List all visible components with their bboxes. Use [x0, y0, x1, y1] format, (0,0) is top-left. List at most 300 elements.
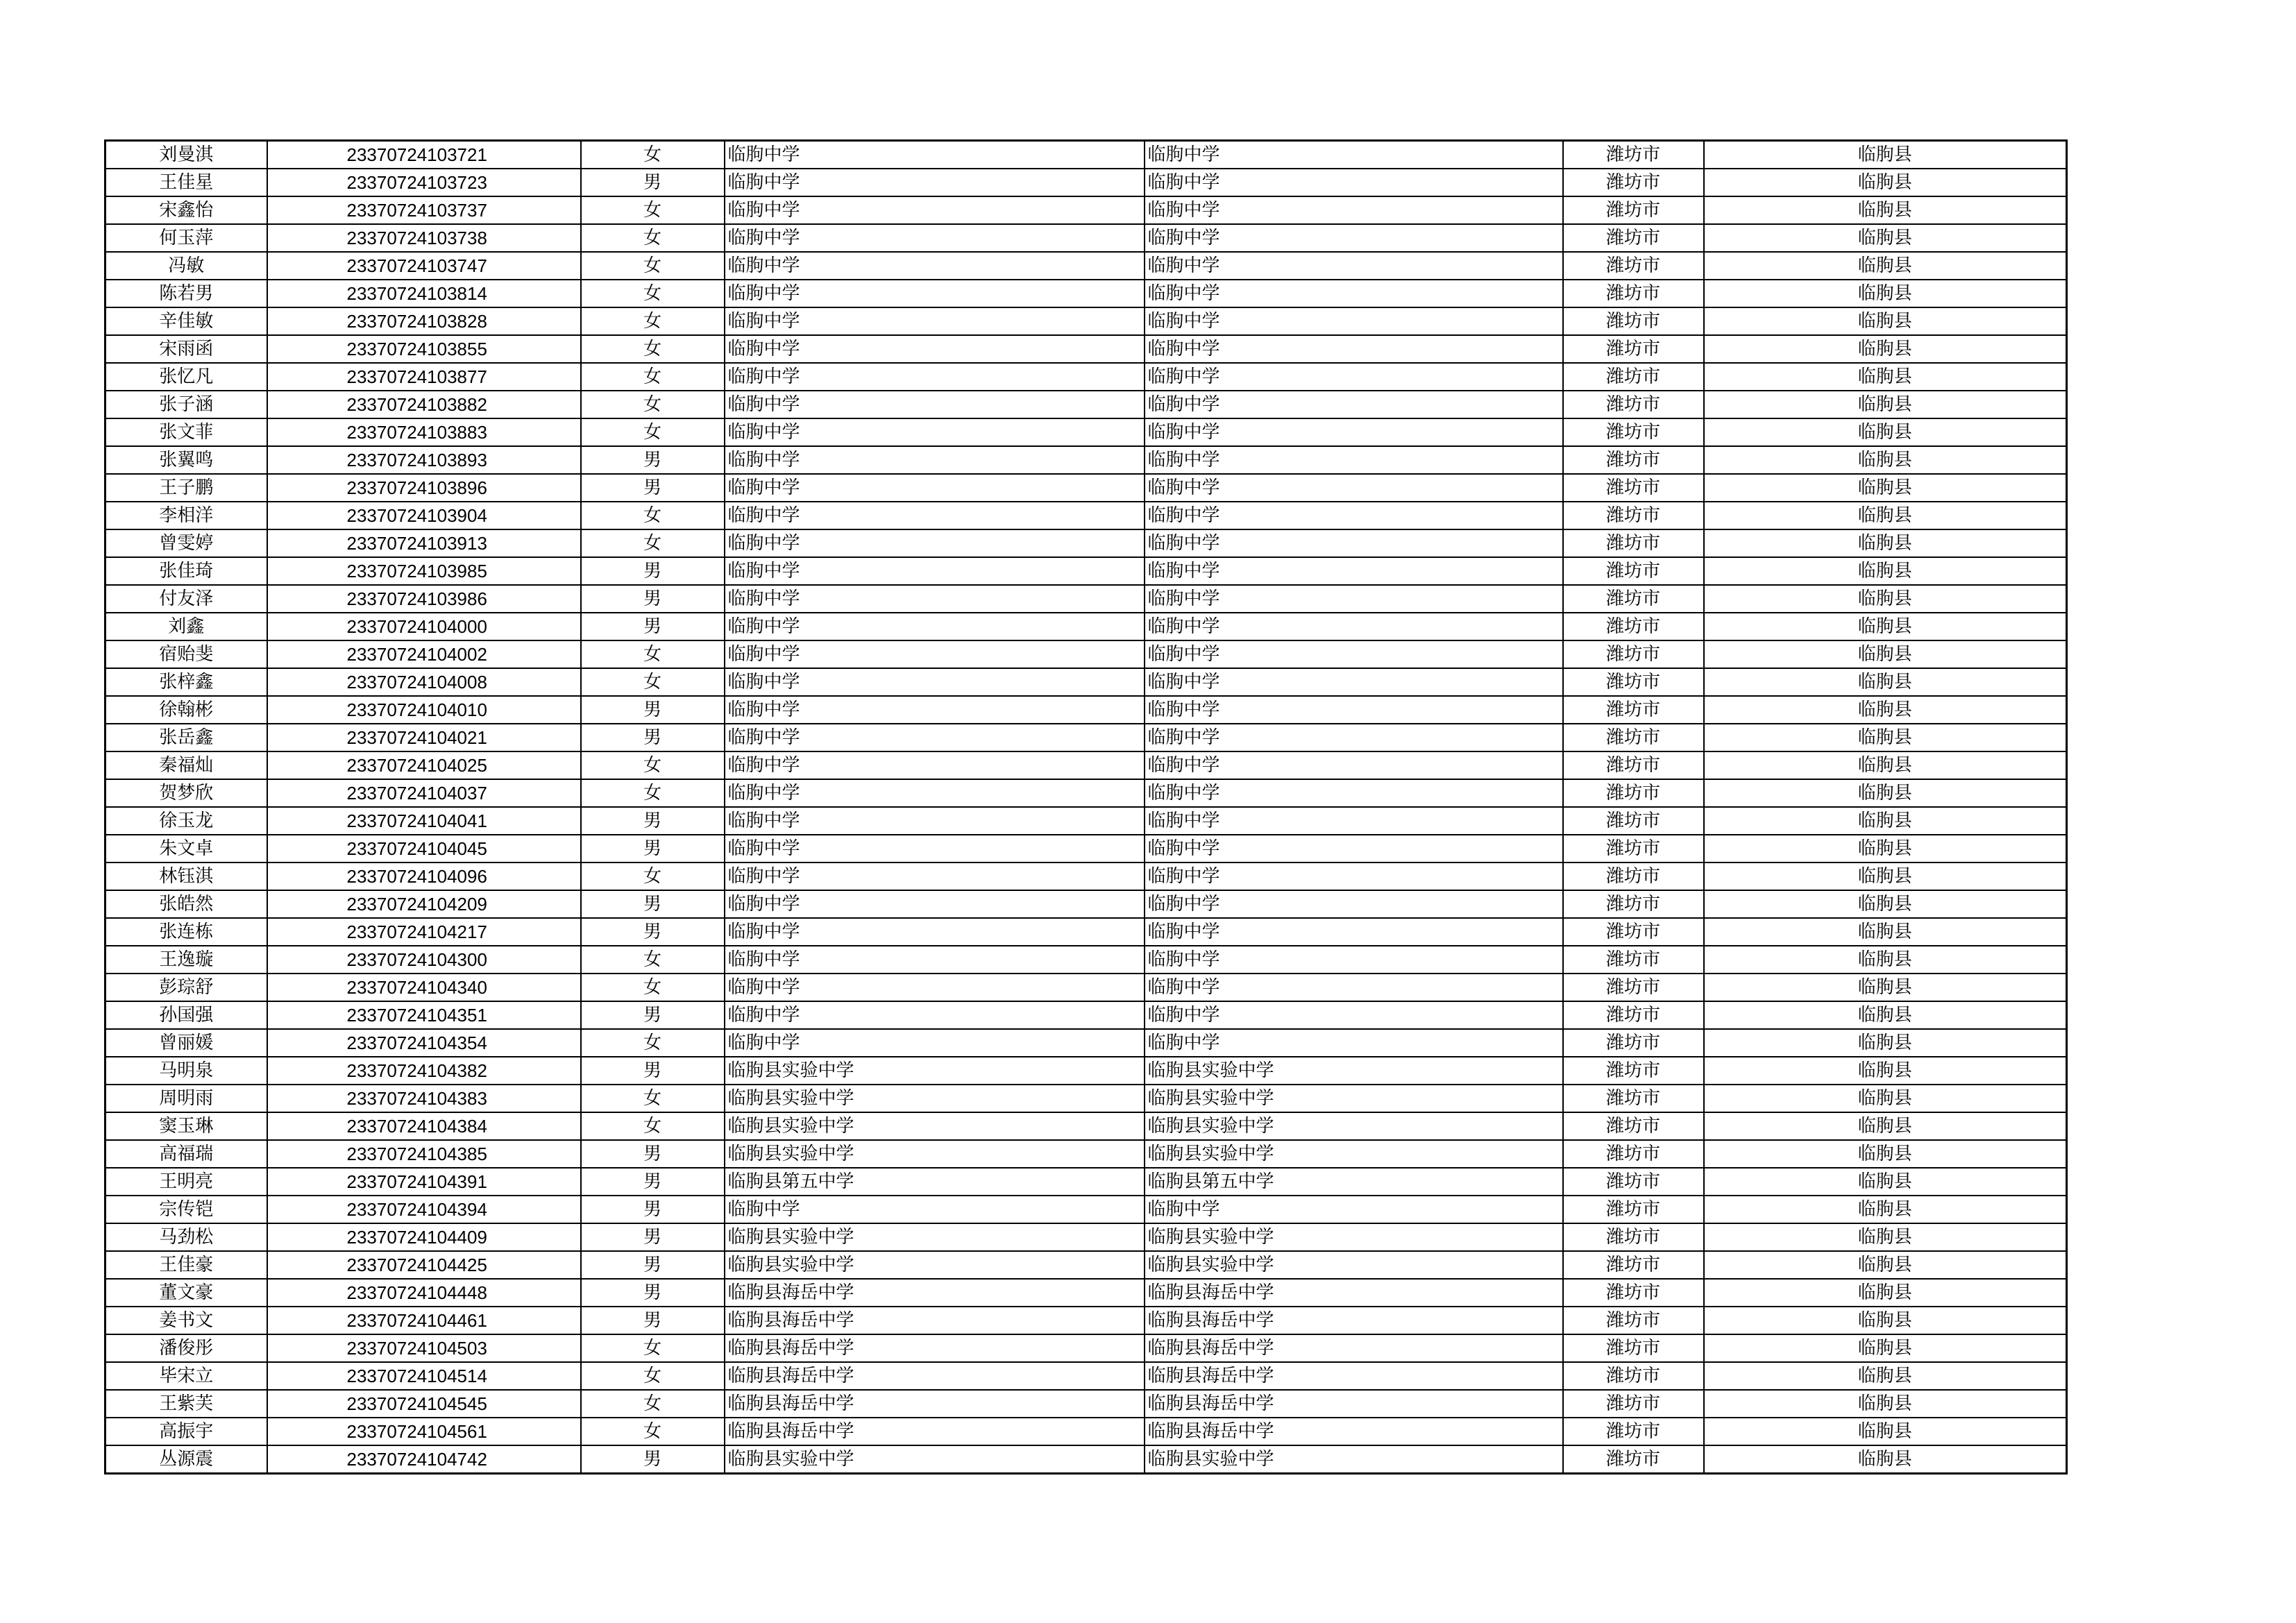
- exam-id-cell: 23370724104041: [267, 807, 581, 835]
- student-name-cell: 陈若男: [105, 280, 267, 307]
- table-row: [105, 779, 2067, 807]
- gender-cell: 女: [581, 196, 725, 224]
- table-row: [105, 196, 2067, 224]
- table-row: [105, 724, 2067, 751]
- student-name-cell: 张佳琦: [105, 557, 267, 585]
- student-name-cell: 徐玉龙: [105, 807, 267, 835]
- school-cell: 临朐中学: [725, 1029, 1145, 1057]
- county-cell: 临朐县: [1704, 1307, 2067, 1334]
- school-cell: 临朐中学: [725, 585, 1145, 613]
- school-cell: 临朐县海岳中学: [725, 1362, 1145, 1390]
- city-cell: 潍坊市: [1563, 1140, 1704, 1168]
- city-cell: 潍坊市: [1563, 974, 1704, 1001]
- city-cell: 潍坊市: [1563, 335, 1704, 363]
- table-row: [105, 1279, 2067, 1307]
- school-cell: 临朐中学: [725, 502, 1145, 529]
- city-cell: 潍坊市: [1563, 307, 1704, 335]
- school-cell: 临朐中学: [725, 363, 1145, 391]
- school-cell: 临朐中学: [725, 668, 1145, 696]
- student-name-cell: 张忆凡: [105, 363, 267, 391]
- student-name-cell: 张连栋: [105, 918, 267, 946]
- school-cell: 临朐中学: [725, 252, 1145, 280]
- gender-cell: 男: [581, 1307, 725, 1334]
- student-name-cell: 付友泽: [105, 585, 267, 613]
- exam-id-cell: 23370724104021: [267, 724, 581, 751]
- exam-id-cell: 23370724103828: [267, 307, 581, 335]
- city-cell: 潍坊市: [1563, 613, 1704, 640]
- county-cell: 临朐县: [1704, 1112, 2067, 1140]
- city-cell: 潍坊市: [1563, 1279, 1704, 1307]
- city-cell: 潍坊市: [1563, 418, 1704, 446]
- school-cell: 临朐中学: [725, 557, 1145, 585]
- county-cell: 临朐县: [1704, 335, 2067, 363]
- gender-cell: 女: [581, 1418, 725, 1445]
- city-cell: 潍坊市: [1563, 363, 1704, 391]
- exam-id-cell: 23370724103723: [267, 169, 581, 196]
- enrollment-school-cell: 临朐县实验中学: [1145, 1223, 1563, 1251]
- school-cell: 临朐中学: [725, 169, 1145, 196]
- table-row: [105, 363, 2067, 391]
- exam-id-cell: 23370724104394: [267, 1196, 581, 1223]
- student-name-cell: 冯敏: [105, 252, 267, 280]
- gender-cell: 男: [581, 169, 725, 196]
- student-name-cell: 张梓鑫: [105, 668, 267, 696]
- school-cell: 临朐中学: [725, 224, 1145, 252]
- enrollment-school-cell: 临朐中学: [1145, 307, 1563, 335]
- school-cell: 临朐中学: [725, 946, 1145, 974]
- school-cell: 临朐中学: [725, 529, 1145, 557]
- student-name-cell: 孙国强: [105, 1001, 267, 1029]
- city-cell: 潍坊市: [1563, 1418, 1704, 1445]
- school-cell: 临朐中学: [725, 446, 1145, 474]
- county-cell: 临朐县: [1704, 751, 2067, 779]
- exam-id-cell: 23370724104096: [267, 863, 581, 890]
- student-name-cell: 宿贻斐: [105, 640, 267, 668]
- enrollment-school-cell: 临朐中学: [1145, 835, 1563, 863]
- table-row: [105, 1001, 2067, 1029]
- city-cell: 潍坊市: [1563, 1334, 1704, 1362]
- county-cell: 临朐县: [1704, 418, 2067, 446]
- exam-id-cell: 23370724104391: [267, 1168, 581, 1196]
- table-row: [105, 835, 2067, 863]
- city-cell: 潍坊市: [1563, 1001, 1704, 1029]
- student-name-cell: 林钰淇: [105, 863, 267, 890]
- enrollment-school-cell: 临朐中学: [1145, 613, 1563, 640]
- exam-id-cell: 23370724104351: [267, 1001, 581, 1029]
- table-row: [105, 169, 2067, 196]
- exam-id-cell: 23370724104010: [267, 696, 581, 724]
- city-cell: 潍坊市: [1563, 1390, 1704, 1418]
- student-name-cell: 周明雨: [105, 1085, 267, 1112]
- table-row: [105, 1390, 2067, 1418]
- school-cell: 临朐中学: [725, 863, 1145, 890]
- student-name-cell: 张文菲: [105, 418, 267, 446]
- county-cell: 临朐县: [1704, 807, 2067, 835]
- city-cell: 潍坊市: [1563, 668, 1704, 696]
- student-name-cell: 辛佳敏: [105, 307, 267, 335]
- table-row: [105, 890, 2067, 918]
- county-cell: 临朐县: [1704, 668, 2067, 696]
- gender-cell: 男: [581, 1279, 725, 1307]
- student-name-cell: 王逸璇: [105, 946, 267, 974]
- table-row: [105, 1029, 2067, 1057]
- gender-cell: 女: [581, 335, 725, 363]
- county-cell: 临朐县: [1704, 585, 2067, 613]
- student-name-cell: 张岳鑫: [105, 724, 267, 751]
- city-cell: 潍坊市: [1563, 391, 1704, 418]
- exam-id-cell: 23370724104448: [267, 1279, 581, 1307]
- enrollment-school-cell: 临朐中学: [1145, 418, 1563, 446]
- enrollment-school-cell: 临朐中学: [1145, 502, 1563, 529]
- county-cell: 临朐县: [1704, 918, 2067, 946]
- enrollment-school-cell: 临朐中学: [1145, 196, 1563, 224]
- enrollment-school-cell: 临朐中学: [1145, 807, 1563, 835]
- county-cell: 临朐县: [1704, 446, 2067, 474]
- enrollment-school-cell: 临朐中学: [1145, 696, 1563, 724]
- city-cell: 潍坊市: [1563, 1057, 1704, 1085]
- gender-cell: 女: [581, 974, 725, 1001]
- table-row: [105, 1168, 2067, 1196]
- student-name-cell: 宗传铠: [105, 1196, 267, 1223]
- exam-id-cell: 23370724103913: [267, 529, 581, 557]
- exam-id-cell: 23370724104217: [267, 918, 581, 946]
- exam-id-cell: 23370724104037: [267, 779, 581, 807]
- school-cell: 临朐县海岳中学: [725, 1390, 1145, 1418]
- county-cell: 临朐县: [1704, 1196, 2067, 1223]
- exam-id-cell: 23370724104354: [267, 1029, 581, 1057]
- gender-cell: 女: [581, 363, 725, 391]
- student-name-cell: 宋雨函: [105, 335, 267, 363]
- table-row: [105, 1362, 2067, 1390]
- exam-id-cell: 23370724103986: [267, 585, 581, 613]
- city-cell: 潍坊市: [1563, 890, 1704, 918]
- student-name-cell: 张皓然: [105, 890, 267, 918]
- table-row: [105, 1196, 2067, 1223]
- exam-id-cell: 23370724103747: [267, 252, 581, 280]
- table-row: [105, 1085, 2067, 1112]
- table-row: [105, 696, 2067, 724]
- city-cell: 潍坊市: [1563, 1112, 1704, 1140]
- city-cell: 潍坊市: [1563, 1307, 1704, 1334]
- city-cell: 潍坊市: [1563, 779, 1704, 807]
- gender-cell: 男: [581, 474, 725, 502]
- table-row: [105, 751, 2067, 779]
- enrollment-school-cell: 临朐中学: [1145, 668, 1563, 696]
- city-cell: 潍坊市: [1563, 196, 1704, 224]
- school-cell: 临朐县实验中学: [725, 1445, 1145, 1474]
- gender-cell: 女: [581, 1334, 725, 1362]
- exam-id-cell: 23370724104514: [267, 1362, 581, 1390]
- school-cell: 临朐中学: [725, 474, 1145, 502]
- school-cell: 临朐县海岳中学: [725, 1307, 1145, 1334]
- school-cell: 临朐县海岳中学: [725, 1334, 1145, 1362]
- gender-cell: 女: [581, 252, 725, 280]
- student-name-cell: 贺梦欣: [105, 779, 267, 807]
- enrollment-school-cell: 临朐中学: [1145, 974, 1563, 1001]
- table-row: [105, 418, 2067, 446]
- table-row: [105, 474, 2067, 502]
- county-cell: 临朐县: [1704, 224, 2067, 252]
- county-cell: 临朐县: [1704, 1140, 2067, 1168]
- city-cell: 潍坊市: [1563, 918, 1704, 946]
- exam-id-cell: 23370724104000: [267, 613, 581, 640]
- county-cell: 临朐县: [1704, 613, 2067, 640]
- county-cell: 临朐县: [1704, 391, 2067, 418]
- student-name-cell: 秦福灿: [105, 751, 267, 779]
- exam-id-cell: 23370724103814: [267, 280, 581, 307]
- table-row: [105, 252, 2067, 280]
- student-name-cell: 李相洋: [105, 502, 267, 529]
- table-row: [105, 585, 2067, 613]
- table-row: [105, 946, 2067, 974]
- gender-cell: 男: [581, 696, 725, 724]
- exam-id-cell: 23370724104383: [267, 1085, 581, 1112]
- enrollment-school-cell: 临朐县实验中学: [1145, 1057, 1563, 1085]
- exam-id-cell: 23370724104340: [267, 974, 581, 1001]
- county-cell: 临朐县: [1704, 529, 2067, 557]
- city-cell: 潍坊市: [1563, 751, 1704, 779]
- table-row: [105, 1307, 2067, 1334]
- table-row: [105, 141, 2067, 169]
- enrollment-school-cell: 临朐中学: [1145, 918, 1563, 946]
- county-cell: 临朐县: [1704, 1223, 2067, 1251]
- table-row: [105, 974, 2067, 1001]
- exam-id-cell: 23370724103737: [267, 196, 581, 224]
- city-cell: 潍坊市: [1563, 1445, 1704, 1474]
- table-row: [105, 502, 2067, 529]
- exam-id-cell: 23370724104025: [267, 751, 581, 779]
- exam-id-cell: 23370724104209: [267, 890, 581, 918]
- city-cell: 潍坊市: [1563, 557, 1704, 585]
- enrollment-school-cell: 临朐县海岳中学: [1145, 1362, 1563, 1390]
- enrollment-school-cell: 临朐县海岳中学: [1145, 1390, 1563, 1418]
- enrollment-school-cell: 临朐中学: [1145, 335, 1563, 363]
- exam-id-cell: 23370724104008: [267, 668, 581, 696]
- enrollment-school-cell: 临朐中学: [1145, 280, 1563, 307]
- table-row: [105, 529, 2067, 557]
- city-cell: 潍坊市: [1563, 807, 1704, 835]
- school-cell: 临朐县实验中学: [725, 1251, 1145, 1279]
- enrollment-school-cell: 临朐中学: [1145, 863, 1563, 890]
- school-cell: 临朐中学: [725, 835, 1145, 863]
- gender-cell: 女: [581, 1390, 725, 1418]
- city-cell: 潍坊市: [1563, 640, 1704, 668]
- city-cell: 潍坊市: [1563, 835, 1704, 863]
- county-cell: 临朐县: [1704, 1445, 2067, 1474]
- table-row: [105, 1140, 2067, 1168]
- gender-cell: 男: [581, 1223, 725, 1251]
- city-cell: 潍坊市: [1563, 169, 1704, 196]
- student-name-cell: 王子鹏: [105, 474, 267, 502]
- gender-cell: 女: [581, 1085, 725, 1112]
- table-row: [105, 307, 2067, 335]
- gender-cell: 男: [581, 446, 725, 474]
- student-name-cell: 王紫芙: [105, 1390, 267, 1418]
- gender-cell: 男: [581, 1001, 725, 1029]
- enrollment-school-cell: 临朐中学: [1145, 779, 1563, 807]
- school-cell: 临朐县实验中学: [725, 1085, 1145, 1112]
- gender-cell: 女: [581, 224, 725, 252]
- exam-id-cell: 23370724103985: [267, 557, 581, 585]
- gender-cell: 男: [581, 835, 725, 863]
- gender-cell: 男: [581, 1140, 725, 1168]
- school-cell: 临朐中学: [725, 974, 1145, 1001]
- county-cell: 临朐县: [1704, 1057, 2067, 1085]
- exam-id-cell: 23370724104461: [267, 1307, 581, 1334]
- school-cell: 临朐中学: [725, 807, 1145, 835]
- gender-cell: 女: [581, 502, 725, 529]
- table-row: [105, 280, 2067, 307]
- enrollment-school-cell: 临朐县实验中学: [1145, 1251, 1563, 1279]
- gender-cell: 女: [581, 141, 725, 169]
- student-name-cell: 刘鑫: [105, 613, 267, 640]
- gender-cell: 男: [581, 807, 725, 835]
- student-name-cell: 王明亮: [105, 1168, 267, 1196]
- school-cell: 临朐中学: [725, 724, 1145, 751]
- student-name-cell: 王佳星: [105, 169, 267, 196]
- city-cell: 潍坊市: [1563, 724, 1704, 751]
- school-cell: 临朐中学: [725, 890, 1145, 918]
- exam-id-cell: 23370724104385: [267, 1140, 581, 1168]
- county-cell: 临朐县: [1704, 779, 2067, 807]
- enrollment-school-cell: 临朐中学: [1145, 1029, 1563, 1057]
- enrollment-school-cell: 临朐中学: [1145, 446, 1563, 474]
- gender-cell: 男: [581, 890, 725, 918]
- enrollment-school-cell: 临朐中学: [1145, 474, 1563, 502]
- county-cell: 临朐县: [1704, 141, 2067, 169]
- city-cell: 潍坊市: [1563, 1196, 1704, 1223]
- county-cell: 临朐县: [1704, 946, 2067, 974]
- county-cell: 临朐县: [1704, 1279, 2067, 1307]
- exam-id-cell: 23370724103877: [267, 363, 581, 391]
- county-cell: 临朐县: [1704, 363, 2067, 391]
- enrollment-school-cell: 临朐中学: [1145, 252, 1563, 280]
- enrollment-school-cell: 临朐中学: [1145, 585, 1563, 613]
- enrollment-school-cell: 临朐中学: [1145, 141, 1563, 169]
- enrollment-school-cell: 临朐县实验中学: [1145, 1085, 1563, 1112]
- gender-cell: 男: [581, 1251, 725, 1279]
- county-cell: 临朐县: [1704, 1029, 2067, 1057]
- enrollment-school-cell: 临朐中学: [1145, 557, 1563, 585]
- student-name-cell: 何玉萍: [105, 224, 267, 252]
- exam-id-cell: 23370724104545: [267, 1390, 581, 1418]
- table-row: [105, 863, 2067, 890]
- student-name-cell: 毕宋立: [105, 1362, 267, 1390]
- city-cell: 潍坊市: [1563, 141, 1704, 169]
- city-cell: 潍坊市: [1563, 502, 1704, 529]
- exam-id-cell: 23370724103738: [267, 224, 581, 252]
- exam-id-cell: 23370724104503: [267, 1334, 581, 1362]
- enrollment-school-cell: 临朐中学: [1145, 751, 1563, 779]
- county-cell: 临朐县: [1704, 474, 2067, 502]
- table-row: [105, 1112, 2067, 1140]
- city-cell: 潍坊市: [1563, 1085, 1704, 1112]
- city-cell: 潍坊市: [1563, 863, 1704, 890]
- table-body: [105, 141, 2067, 1474]
- student-name-cell: 高振宇: [105, 1418, 267, 1445]
- city-cell: 潍坊市: [1563, 446, 1704, 474]
- student-name-cell: 姜书文: [105, 1307, 267, 1334]
- table-row: [105, 1057, 2067, 1085]
- table-row: [105, 1334, 2067, 1362]
- county-cell: 临朐县: [1704, 696, 2067, 724]
- student-name-cell: 潘俊彤: [105, 1334, 267, 1362]
- gender-cell: 男: [581, 1445, 725, 1474]
- exam-id-cell: 23370724103893: [267, 446, 581, 474]
- enrollment-school-cell: 临朐县海岳中学: [1145, 1307, 1563, 1334]
- student-name-cell: 宋鑫怡: [105, 196, 267, 224]
- exam-id-cell: 23370724103855: [267, 335, 581, 363]
- exam-id-cell: 23370724104382: [267, 1057, 581, 1085]
- table-row: [105, 918, 2067, 946]
- gender-cell: 女: [581, 863, 725, 890]
- county-cell: 临朐县: [1704, 1362, 2067, 1390]
- city-cell: 潍坊市: [1563, 946, 1704, 974]
- exam-id-cell: 23370724104425: [267, 1251, 581, 1279]
- gender-cell: 女: [581, 1362, 725, 1390]
- table-row: [105, 1418, 2067, 1445]
- city-cell: 潍坊市: [1563, 1251, 1704, 1279]
- school-cell: 临朐县实验中学: [725, 1057, 1145, 1085]
- enrollment-school-cell: 临朐县实验中学: [1145, 1140, 1563, 1168]
- exam-id-cell: 23370724103896: [267, 474, 581, 502]
- gender-cell: 男: [581, 1168, 725, 1196]
- enrollment-school-cell: 临朐中学: [1145, 724, 1563, 751]
- gender-cell: 女: [581, 529, 725, 557]
- exam-id-cell: 23370724104742: [267, 1445, 581, 1474]
- city-cell: 潍坊市: [1563, 252, 1704, 280]
- county-cell: 临朐县: [1704, 169, 2067, 196]
- school-cell: 临朐中学: [725, 1001, 1145, 1029]
- student-name-cell: 丛源震: [105, 1445, 267, 1474]
- city-cell: 潍坊市: [1563, 585, 1704, 613]
- table-row: [105, 1223, 2067, 1251]
- enrollment-school-cell: 临朐县实验中学: [1145, 1112, 1563, 1140]
- exam-id-cell: 23370724103882: [267, 391, 581, 418]
- school-cell: 临朐中学: [725, 141, 1145, 169]
- gender-cell: 男: [581, 1196, 725, 1223]
- enrollment-school-cell: 临朐中学: [1145, 391, 1563, 418]
- enrollment-school-cell: 临朐县海岳中学: [1145, 1334, 1563, 1362]
- gender-cell: 男: [581, 724, 725, 751]
- school-cell: 临朐县实验中学: [725, 1112, 1145, 1140]
- city-cell: 潍坊市: [1563, 1223, 1704, 1251]
- student-name-cell: 徐翰彬: [105, 696, 267, 724]
- city-cell: 潍坊市: [1563, 1029, 1704, 1057]
- school-cell: 临朐中学: [725, 1196, 1145, 1223]
- table-row: [105, 391, 2067, 418]
- school-cell: 临朐县海岳中学: [725, 1418, 1145, 1445]
- county-cell: 临朐县: [1704, 640, 2067, 668]
- school-cell: 临朐县海岳中学: [725, 1279, 1145, 1307]
- school-cell: 临朐中学: [725, 640, 1145, 668]
- gender-cell: 女: [581, 280, 725, 307]
- county-cell: 临朐县: [1704, 863, 2067, 890]
- county-cell: 临朐县: [1704, 196, 2067, 224]
- city-cell: 潍坊市: [1563, 696, 1704, 724]
- school-cell: 临朐中学: [725, 696, 1145, 724]
- gender-cell: 男: [581, 918, 725, 946]
- school-cell: 临朐县实验中学: [725, 1223, 1145, 1251]
- table-row: [105, 640, 2067, 668]
- table-row: [105, 1445, 2067, 1474]
- exam-id-cell: 23370724104002: [267, 640, 581, 668]
- student-name-cell: 窦玉琳: [105, 1112, 267, 1140]
- student-name-cell: 朱文卓: [105, 835, 267, 863]
- gender-cell: 男: [581, 557, 725, 585]
- student-roster-table: [104, 139, 2068, 1475]
- county-cell: 临朐县: [1704, 1390, 2067, 1418]
